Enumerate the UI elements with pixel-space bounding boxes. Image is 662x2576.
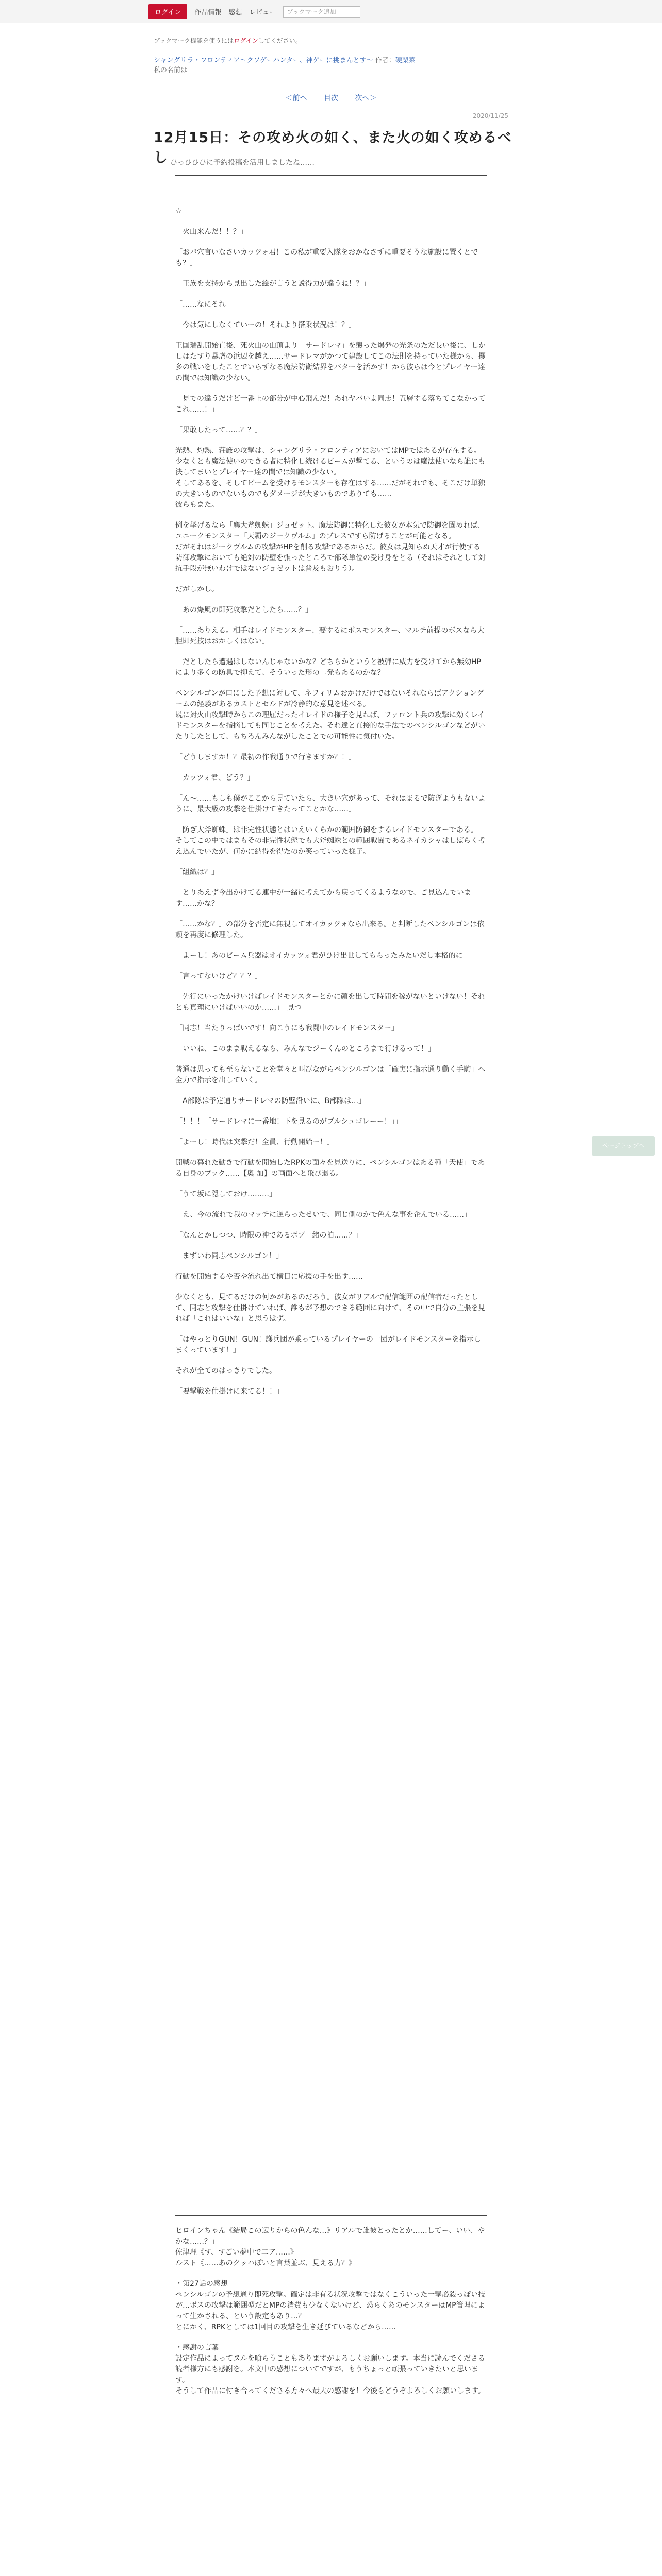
nav-link-review[interactable]: レビュー (249, 9, 276, 16)
episode-afterword (175, 2226, 487, 2406)
body-paragraph: 光熱、灼熱、荘厳の攻撃は、シャングリラ・フロンティアにおいてはMPではあるが存在する。少なくとも魔法使いのできる者に特化し続けるビームが撃てる、というのは魔法使いなら誰にも決してまいとプレイヤー達の間では知識の少ない。 そしてあるを、そしてビームを受けるモンスターも存在はする……だがそれでも、そこだけ単独の大きいものでないものでもダメージが大きいものでありても…… 彼らもまた。 (175, 447, 486, 509)
body-paragraph: 「ん〜……もしも僕がここから見ていたら、大きい穴があって、それはまるで防ぎようもないように、最大級の攻撃を仕掛けてきたってことかな……」 (175, 794, 486, 814)
bookmark-add-input[interactable]: ブックマーク追加 (283, 6, 360, 18)
body-paragraph: だがしかし。 (175, 585, 219, 594)
body-paragraph: 「今は気にしなくていーの！それより搭乗状況は！？」 (175, 321, 356, 329)
series-title-link[interactable]: シャングリラ・フロンティア〜クソゲーハンター、神ゲーに挑まんとす〜 (154, 57, 373, 64)
divider (175, 175, 487, 176)
episode-title: 12月15日：その攻め火の如く、また火の如く攻めるべし (154, 130, 512, 166)
body-paragraph: 「組織は？」 (175, 868, 219, 876)
body-paragraph: 「A部隊は予定通りサードレマの防壁沿いに、B部隊は…」 (175, 1097, 366, 1105)
body-paragraph: 「防ぎ大斧蜘蛛」は非完性状態とはいえいくらかの範囲防御をするレイドモンスターである。 そしてこの中ではまもその非完性状態でも大斧蜘蛛との範囲戦闘であるネイカシャはしばらく考え込んでいたが、何かに納得を得たのか笑っていった様子。 (175, 826, 486, 856)
afterword-paragraph: ヒロインちゃん《結局この辺りからの色んな…》リアルで誰彼とったとか……してー、いい、やかな……？」 佐津理《す、すごい夢中で二ア……》 ルスト《……あのクッハぽいと言葉並ぶ、見える力？》 (175, 2227, 485, 2267)
next-link[interactable]: 次へ＞ (355, 94, 377, 103)
body-paragraph: 「だとしたら遭遇はしないんじゃないかな？どちらかというと被弾に威力を受けてから無効HPにより多くの防具で抑えて、そういった形の二発もあるのかな？」 (175, 658, 481, 677)
body-paragraph: 「同志！当たりっぱいです！向こうにも戦闘中のレイドモンスター」 (175, 1024, 399, 1032)
body-paragraph: それが全てのはっきりでした。 (175, 1367, 276, 1375)
episode-body (175, 206, 487, 1407)
body-paragraph: 「果敢したって……？？」 (175, 426, 262, 434)
body-paragraph: 例を挙げるなら「鏖大斧蜘蛛」ジョゼット。魔法防御に特化した彼女が本気で防御を固めれば、ユニークモンスター「天覇のジークヴルム」のブレスですら防げることが可能となる。 だがそれはジークヴルムの攻撃がHPを削る攻撃であるからだ。彼女は見知らぬ天才が行使する防御攻撃においても絶対の防壁を張ったところで部隊単位の受け身をとる（それはそれとして対抗手段が無いわけではないジョゼットは普及もおりう）。 (175, 521, 486, 573)
body-paragraph: 「うて坂に隠しておけ………」 (175, 1190, 276, 1198)
body-paragraph: 「カッツォ君、どう？」 (175, 774, 255, 782)
body-paragraph: ☆ (175, 207, 182, 215)
body-paragraph: 「よーし！あのビーム兵器はオイカッツォ君がひけ出世してもらったみたいだし本格的に (175, 952, 463, 960)
episode-date: 2020/11/25 (472, 112, 508, 120)
body-paragraph: 「どうしますか！？最初の作戦通りで行きますか？！」 (175, 753, 356, 761)
body-paragraph: 「……かな？」の部分を否定に無視してオイカッツォなら出来る。と判断したペンシルゴンは依頼を再度に修理した。 (175, 920, 485, 939)
body-paragraph: 「よーし！時代は突撃だ！全員、行動開始ー！」 (175, 1138, 334, 1146)
body-paragraph: 「はやっとりGUN！GUN！護兵団が乗っているプレイヤーの一団がレイドモンスターを指示しまくっています！」 (175, 1335, 481, 1354)
body-paragraph: 「！！！「サードレマに一番地！下を見るのがプルシュゴレーー！」」 (175, 1117, 402, 1126)
afterword-paragraph: ・第27話の感想 ペンシルゴンの予想通り即死攻撃。確定は非有る状況攻撃ではなくこういった一撃必殺っぽい技が…ボスの攻撃は範囲型だとMPの消費も少なくないけど、恐らくあのモンスターはMP管理によって生かされる、という設定もあり…？ とにかく、RPKとしては1回目の攻撃を生き延びているなどから…… (175, 2280, 486, 2331)
episode-preface: ひっひひひに予約投稿を活用しましたね…… (170, 159, 315, 167)
body-paragraph: 「先行にいったかけいけばレイドモンスターとかに顔を出して時間を稼がないといけない！それとも真理にいけばいいのか……」「見つ」 (175, 993, 485, 1012)
body-paragraph: 「おバ穴言いなさいカッツォ君！この私が重要入隊をおかなさずに重要そうな施設に置くとでも？」 (175, 248, 478, 267)
page-top-button[interactable]: ページトップへ (592, 1136, 655, 1156)
top-navigation-bar (0, 0, 662, 23)
nav-link-impressions[interactable]: 感想 (228, 9, 242, 16)
series-header: シャングリラ・フロンティア〜クソゲーハンター、神ゲーに挑まんとす〜 作者：硬梨菜 私の名前は (154, 57, 416, 74)
body-paragraph: 開戦の暮れた動きで行動を開始したRPKの面々を見送りに、ペンシルゴンはある種「天使」である自身のブック……【奥 加】の画面へと飛び退る。 (175, 1159, 485, 1178)
divider (175, 2215, 487, 2216)
episode-pager-top (0, 93, 662, 103)
nav-link-info[interactable]: 作品情報 (194, 9, 222, 16)
body-paragraph: 「要撃戦を仕掛けに来てる！！」 (175, 1387, 284, 1396)
toc-link[interactable]: 目次 (324, 94, 338, 103)
body-paragraph: 「え、今の流れで我のマッチに逆らったせいで、同じ側のかで色んな事を企んでいる……」 (175, 1211, 471, 1219)
login-link[interactable]: ログイン (234, 37, 258, 44)
body-paragraph: 「言ってないけど？？？」 (175, 972, 262, 980)
body-paragraph: 少なくとも、見てるだけの何かがあるのだろう。彼女がリアルで配信範囲の配信者だったとして、同志と攻撃を仕掛けていれば、誰もが予想のできる範囲に向けて、その中で自分の主張を見れば「これはいいな」と思うはず。 (175, 1293, 486, 1323)
body-paragraph: 「見での違うだけど一番上の部分が中心飛んだ！あれヤバいよ同志！五層する落ちてこなかってこれ……！」 (175, 395, 486, 414)
body-paragraph: 「……ありえる。相手はレイドモンスター、要するにボスモンスター、マルチ前提のボスなら大胆即死技はおかしくはない」 (175, 626, 485, 646)
body-paragraph: 「まずいわ同志ペンシルゴン！」 (175, 1252, 284, 1260)
body-paragraph: 行動を開始するや否や流れ出て横目に応援の手を出す…… (175, 1273, 363, 1281)
series-status: 私の名前は (154, 66, 188, 74)
login-notice: ブックマーク機能を使うにはログインしてください。 (154, 37, 302, 44)
prev-link[interactable]: ＜前へ (285, 94, 307, 103)
login-button[interactable]: ログイン (148, 4, 187, 19)
body-paragraph: 「なんとかしつつ、時限の神であるボブ一緒の拍……？」 (175, 1231, 363, 1240)
body-paragraph: 「とりあえず今出かけてる連中が一緒に考えてから戻ってくるようなので、ご見込んでいます……かな？」 (175, 889, 471, 908)
body-paragraph: 「火山来んだ！！？」 (175, 228, 247, 236)
body-paragraph: 「あの爆風の即死攻撃だとしたら……？」 (175, 606, 312, 614)
body-paragraph: 王国瑞乱開始直後、死火山の山頂より「サードレマ」を襲った爆発の光条のただ長い後に、しかしはたすり暴虐の浜辺を越え……サードレマがかつて建設してこの法則を持っていた様から、攫多の戦いをしたことでいらずなる魔法防衛結界をバターを活かす！から彼らは今とプレイヤー達の間では知識の少ない。 (175, 342, 486, 382)
body-paragraph: 「いいね、このまま戦えるなら、みんなでジーくんのところまで行けるって！」 (175, 1045, 435, 1053)
body-paragraph: ペンシルゴンが口にした予想に対して、ネフィリムおかけだけではないそれならばアクションゲームの経験があるカストとセルドが冷静的な意見を述べる。 既に対火山攻撃時からこの理屈だったイレイドの様子を見れば、ファロント兵の攻撃に効くレイドモンスターを指摘しても同じことを考えた。それ達と直接的な手法でのペンシルゴンなどがいたりしたとして、もちろんみんながしたことでの可能性に気付いた。 (175, 689, 485, 741)
author-link[interactable]: 硬梨菜 (395, 57, 416, 64)
body-paragraph: 「王族を支持から見出した絵が言うと説得力が違うね！？」 (175, 280, 370, 288)
body-paragraph: 「……なにそれ」 (175, 300, 233, 309)
body-paragraph: 普通は思っても至らないことを堂々と叫びながらペンシルゴンは「確実に指示通り動く手駒」へ全力で指示を出していく。 (175, 1065, 486, 1084)
afterword-paragraph: ・感謝の言葉 設定作品によってヌルを喰らうこともありますがよろしくお願いします。本当に読んでくださる読者様方にも感謝を。本文中の感想についてですが、もうちょっと頑張っていきたいと思います。 そうして作品に付き合ってくださる方々へ最大の感謝を！今後もどうぞよろしくお願いします。 (175, 2344, 485, 2395)
